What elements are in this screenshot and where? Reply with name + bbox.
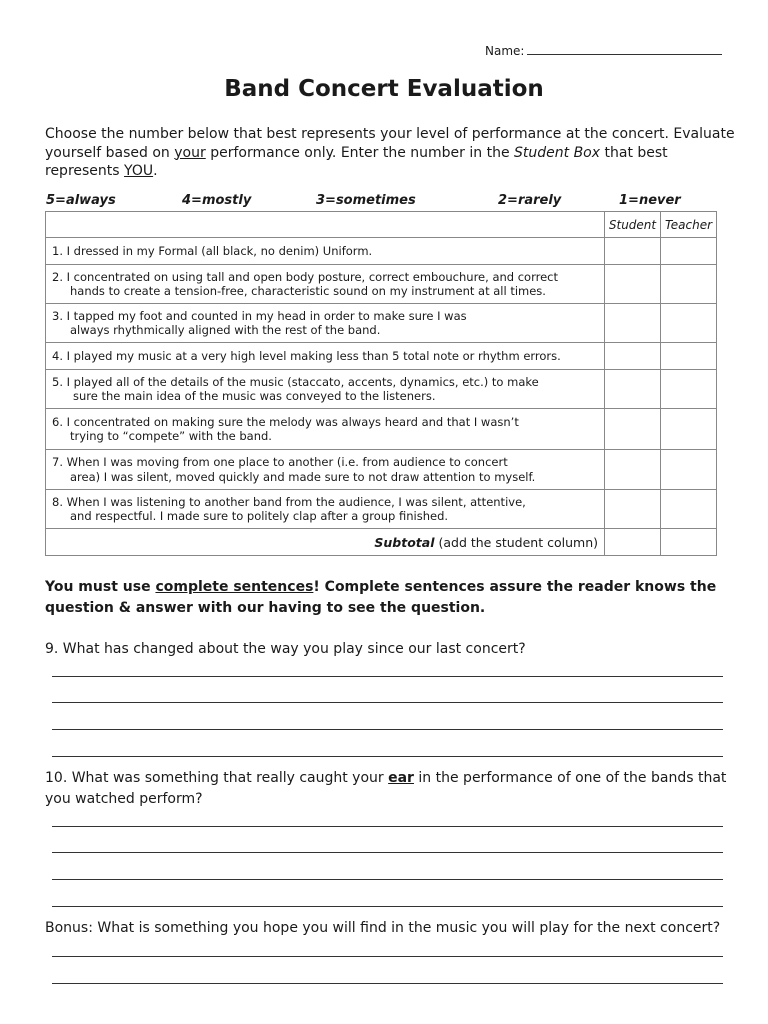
table-row <box>46 343 717 370</box>
instructions-text: You must use complete sentences! Complete sentences assure the reader knows the question & answer with our having to see the question. <box>45 579 717 616</box>
table-row <box>46 450 717 490</box>
teacher-score-cell[interactable] <box>661 370 717 409</box>
name-blank[interactable] <box>527 44 722 55</box>
teacher-score-cell[interactable] <box>661 238 717 265</box>
subtotal-row <box>46 529 717 556</box>
question-cell: 4. I played my music at a very high level making less than 5 total note or rhythm errors. <box>46 343 605 370</box>
answer-line[interactable] <box>52 826 723 827</box>
question-cell: 8. When I was listening to another band from the audience, I was silent, attentive, and respectful. I made sure to politely clap after a group finished. <box>46 490 605 529</box>
student-score-cell[interactable] <box>605 409 661 450</box>
question-cell: 2. I concentrated on using tall and open body posture, correct embouchure, and correct hands to create a tension-free, characteristic sound on my instrument at all times. <box>46 265 605 304</box>
teacher-score-cell[interactable] <box>661 409 717 450</box>
answer-line[interactable] <box>52 956 723 957</box>
student-score-cell[interactable] <box>605 265 661 304</box>
name-label: Name: <box>485 44 525 58</box>
table-row <box>46 265 717 304</box>
student-score-cell[interactable] <box>605 450 661 490</box>
answer-line[interactable] <box>52 983 723 984</box>
answer-line[interactable] <box>52 702 723 703</box>
subtotal-label: Subtotal <box>374 534 435 550</box>
question-cell: 6. I concentrated on making sure the melody was always heard and that I wasn’t trying to “compete” with the band. <box>46 409 605 450</box>
table-row <box>46 490 717 529</box>
student-score-cell[interactable] <box>605 304 661 343</box>
answer-line[interactable] <box>52 756 723 757</box>
table-row <box>46 238 717 265</box>
student-score-cell[interactable] <box>605 238 661 265</box>
subtotal-note: (add the student column) <box>434 534 598 550</box>
student-score-cell[interactable] <box>605 343 661 370</box>
teacher-score-cell[interactable] <box>661 490 717 529</box>
teacher-score-cell[interactable] <box>661 304 717 343</box>
subtotal-label-cell <box>46 529 605 556</box>
table-header-row <box>46 212 717 238</box>
scale-never: 1=never <box>619 193 681 208</box>
question-cell: 5. I played all of the details of the music (staccato, accents, dynamics, etc.) to make sure the main idea of the music was conveyed to the listeners. <box>46 370 605 409</box>
teacher-score-cell[interactable] <box>661 265 717 304</box>
teacher-subtotal-cell[interactable] <box>661 529 717 556</box>
teacher-score-cell[interactable] <box>661 450 717 490</box>
header-blank-cell <box>46 212 605 238</box>
column-header-student: Student <box>605 212 661 238</box>
bonus-question: Bonus: What is something you hope you will find in the music you will play for the next concert? <box>45 920 721 936</box>
question-cell: 7. When I was moving from one place to another (i.e. from audience to concert area) I was silent, moved quickly and made sure to not draw attention to myself. <box>46 450 605 490</box>
page-title: Band Concert Evaluation <box>224 76 544 102</box>
table-row <box>46 409 717 450</box>
question-cell: 3. I tapped my foot and counted in my head in order to make sure I was always rhythmically aligned with the rest of the band. <box>46 304 605 343</box>
question-10: 10. What was something that really caught your ear in the performance of one of the bands that you watched perform? <box>45 770 727 807</box>
question-cell: 1. I dressed in my Formal (all black, no denim) Uniform. <box>46 238 605 265</box>
scale-always: 5=always <box>46 193 116 208</box>
teacher-score-cell[interactable] <box>661 343 717 370</box>
scale-mostly: 4=mostly <box>182 193 252 208</box>
evaluation-table <box>45 211 717 556</box>
column-header-teacher: Teacher <box>661 212 717 238</box>
question-9: 9. What has changed about the way you play since our last concert? <box>45 641 526 657</box>
answer-line[interactable] <box>52 676 723 677</box>
scale-sometimes: 3=sometimes <box>316 193 416 208</box>
student-score-cell[interactable] <box>605 490 661 529</box>
name-field[interactable] <box>485 44 722 58</box>
answer-line[interactable] <box>52 906 723 907</box>
student-score-cell[interactable] <box>605 370 661 409</box>
table-row <box>46 370 717 409</box>
answer-line[interactable] <box>52 879 723 880</box>
intro-paragraph: Choose the number below that best represents your level of performance at the concert. Evaluate yourself based on your performance only. Enter the number in the Student Box that best represents YOU. <box>45 126 735 179</box>
scale-rarely: 2=rarely <box>498 193 562 208</box>
answer-line[interactable] <box>52 852 723 853</box>
student-subtotal-cell[interactable] <box>605 529 661 556</box>
table-row <box>46 304 717 343</box>
answer-line[interactable] <box>52 729 723 730</box>
